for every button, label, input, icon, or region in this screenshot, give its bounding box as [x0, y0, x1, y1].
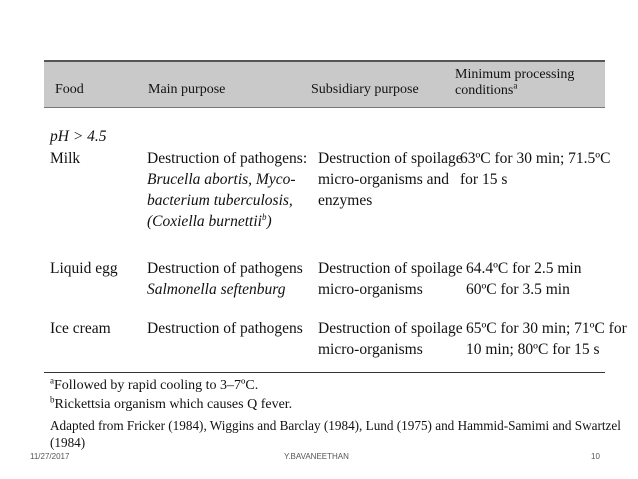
table-bottom-rule: [44, 372, 605, 373]
row-ice-cream-conditions: 65ºC for 30 min; 71ºC for 10 min; 80ºC for 15 s: [466, 320, 627, 358]
row-liquid-egg-main-purpose: Destruction of pathogens Salmonella seftenburg: [147, 260, 303, 298]
row-liquid-egg-food: Liquid egg: [50, 260, 118, 277]
header-min-conditions-line2: conditions$^a$: [455, 80, 518, 98]
footer-date: 11/27/2017: [30, 452, 70, 461]
header-subsidiary-purpose: Subsidiary purpose: [311, 82, 419, 97]
row-milk-food: Milk: [50, 150, 81, 167]
row-ice-cream-food: Ice cream: [50, 320, 111, 337]
row-milk-conditions: 63ºC for 30 min; 71.5ºC for 15 s: [460, 150, 611, 188]
source-note-line1: Adapted from Fricker (1984), Wiggins and Barclay (1984), Lund (1975) and Hammid-Samimi and Swartzel: [50, 418, 621, 433]
source-note-line2: (1984): [50, 435, 86, 450]
section-label: pH > 4.5: [50, 128, 107, 145]
row-ice-cream-main-purpose: Destruction of pathogens: [147, 320, 303, 337]
footer-page-number: 10: [591, 452, 600, 461]
header-food: Food: [55, 82, 84, 97]
row-milk-subsidiary: Destruction of spoilage micro-organisms and enzymes: [318, 150, 463, 209]
row-liquid-egg-conditions: 64.4ºC for 2.5 min 60ºC for 3.5 min: [466, 260, 582, 298]
row-ice-cream-subsidiary: Destruction of spoilage micro-organisms: [318, 320, 463, 358]
header-footnote-marker: a: [513, 80, 518, 91]
row-liquid-egg-subsidiary: Destruction of spoilage micro-organisms: [318, 260, 463, 298]
table-header: [44, 60, 605, 108]
row-milk-main-purpose: Destruction of pathogens: Brucella abortis, Myco- bacterium tuberculosis, (Coxiella burnettii$^b$): [147, 150, 308, 230]
footnote-a: $^a$Followed by rapid cooling to 3–7ºC.: [50, 375, 259, 393]
header-min-conditions-line1: Minimum processing: [455, 67, 575, 82]
header-main-purpose: Main purpose: [148, 82, 226, 97]
footer-author: Y.BAVANEETHAN: [284, 452, 349, 461]
footnote-b: $^b$Rickettsia organism which causes Q fever.: [50, 394, 293, 412]
